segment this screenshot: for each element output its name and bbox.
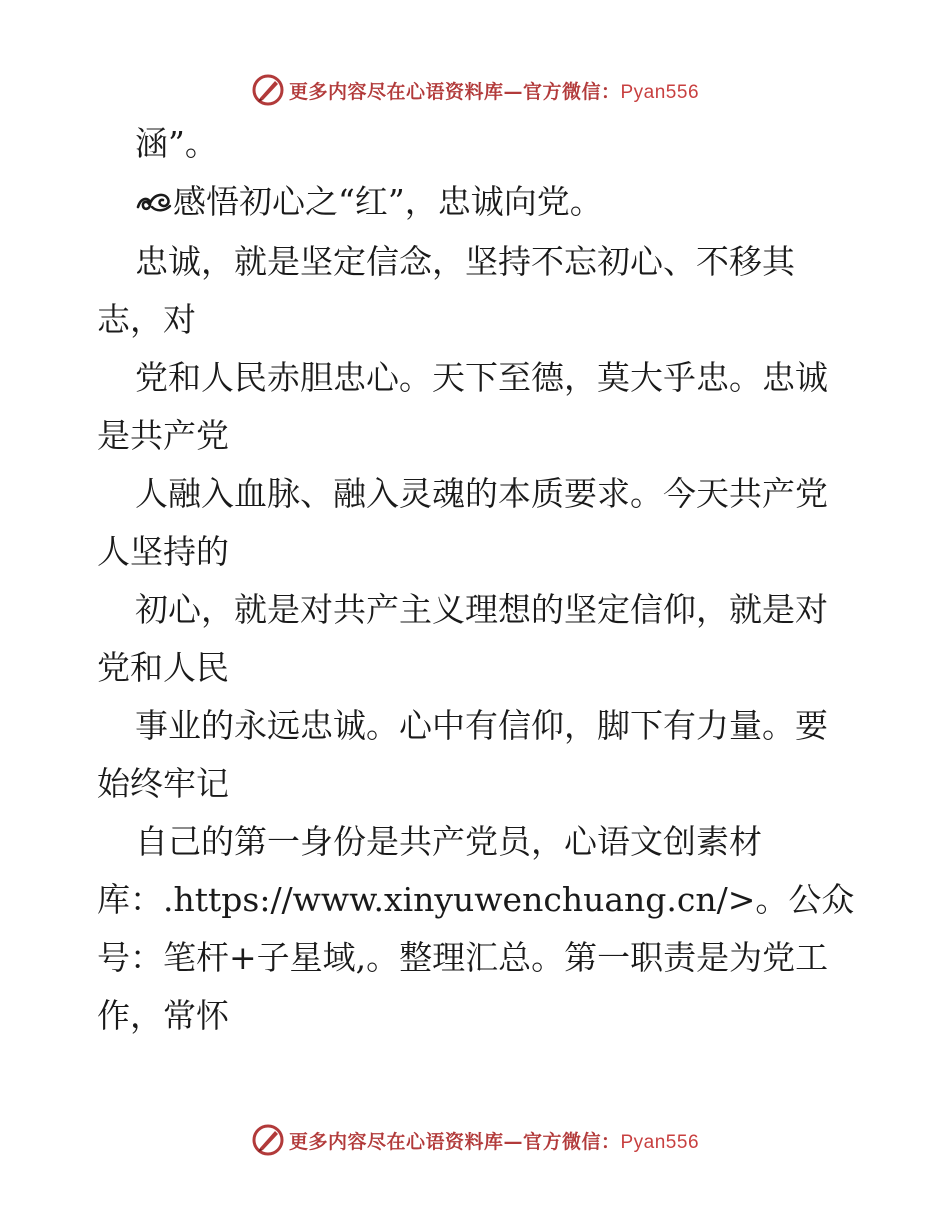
text-line: 始终牢记 xyxy=(97,764,229,803)
text-line: 事业的永远忠诚。心中有信仰，脚下有力量。要 xyxy=(135,706,828,745)
pen-circle-logo-icon xyxy=(251,1123,285,1157)
footer-banner xyxy=(0,1118,950,1162)
text-line: 党和人民 xyxy=(97,648,229,687)
banner-contact: Pyan556 xyxy=(620,1131,700,1153)
text-line: 号：笔杆+子星域,。整理汇总。第一职责是为党工 xyxy=(97,938,829,977)
text-line: 自己的第一身份是共产党员，心语文创素材 xyxy=(135,822,762,861)
pen-circle-logo-icon xyxy=(251,73,285,107)
banner-contact: Pyan556 xyxy=(620,81,700,103)
header-banner xyxy=(0,68,950,112)
text-line: 志，对 xyxy=(97,300,196,339)
floral-ornament-icon xyxy=(135,187,173,217)
section-heading xyxy=(135,180,603,224)
text-line: 初心，就是对共产主义理想的坚定信仰，就是对 xyxy=(135,590,828,629)
text-line: 人融入血脉、融入灵魂的本质要求。今天共产党 xyxy=(135,474,828,513)
text-line: 作，常怀 xyxy=(97,996,229,1035)
text-line: 是共产党 xyxy=(97,416,229,455)
text-line: 涵”。 xyxy=(135,124,218,163)
section-heading-text: 感悟初心之“红”，忠诚向党。 xyxy=(173,182,603,221)
text-line: 党和人民赤胆忠心。天下至德，莫大乎忠。忠诚 xyxy=(135,358,828,397)
text-line: 人坚持的 xyxy=(97,532,229,571)
banner-text: 更多内容尽在心语资料库—官方微信： xyxy=(288,80,621,103)
banner-text: 更多内容尽在心语资料库—官方微信： xyxy=(288,1130,621,1153)
text-line: 忠诚，就是坚定信念，坚持不忘初心、不移其 xyxy=(135,242,795,281)
text-line: 库：.https://www.xinyuwenchuang.cn/>。公众 xyxy=(97,880,855,919)
